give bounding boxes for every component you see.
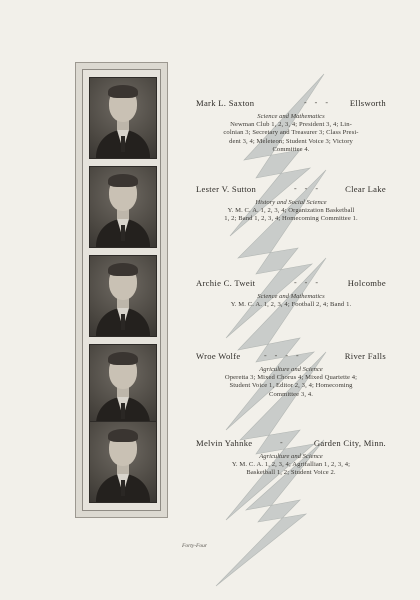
portrait-frame (75, 62, 168, 518)
student-activities (196, 301, 386, 309)
separator-dashes: - - - (304, 98, 331, 107)
student-entry (196, 98, 386, 155)
activity-line: Committee 4. (272, 146, 310, 154)
student-hometown: River Falls (344, 351, 386, 361)
student-name: Lester V. Sutton (196, 184, 257, 194)
student-entry (196, 438, 386, 478)
student-course: Science and Mathematics (257, 293, 325, 300)
portrait-photo-wolfe (89, 344, 157, 426)
activity-line: colnian 3; Secretary and Treasurer 3; Class Presi- (223, 129, 359, 137)
separator-dashes: - (280, 438, 286, 447)
portrait-photo-yahnke (89, 421, 157, 503)
page-number: Forty-Four (182, 543, 208, 549)
separator-dashes: - - - (294, 278, 321, 287)
student-name-line (196, 98, 386, 112)
student-name: Archie C. Tweit (196, 278, 256, 288)
activity-line: Y. M. C. A. 1, 2, 3, 4; Football 2, 4; Band 1. (230, 301, 352, 308)
student-course: Science and Mathematics (257, 113, 325, 120)
activity-line: Y. M. C. A. 1, 2, 3, 4; Agrifallian 1, 2, 3, 4; (231, 461, 351, 468)
student-hometown: Garden City, Minn. (313, 438, 386, 448)
activity-line: Basketball 1, 2; Student Voice 2. (246, 469, 336, 477)
activity-line: dent 3, 4; Meleteon; Student Voice 3; Victory (229, 137, 353, 145)
student-hometown: Ellsworth (349, 98, 386, 108)
activity-line: Newman Club 1, 2, 3, 4; President 3, 4; Lin- (230, 121, 352, 128)
student-name-line (196, 278, 386, 292)
student-name: Melvin Yahnke (196, 438, 253, 448)
activity-line: Student Voice 1, Editor 2, 3, 4; Homecoming (229, 382, 353, 390)
student-hometown: Holcombe (347, 278, 386, 288)
activity-line: Operetta 3; Mixed Chorus 4; Mixed Quartette 4; (224, 374, 358, 381)
student-course: Agriculture and Science (259, 366, 323, 373)
student-hometown: Clear Lake (345, 184, 386, 194)
student-name: Mark L. Saxton (196, 98, 255, 108)
activity-line: Y. M. C. A. 1, 2, 3, 4; Organization Basketball (227, 207, 355, 214)
student-entry (196, 278, 386, 309)
student-course: Agriculture and Science (259, 453, 323, 460)
student-name-line (196, 351, 386, 365)
separator-dashes: - - - (294, 184, 321, 193)
student-activities (196, 374, 386, 399)
student-course: History and Social Science (255, 199, 327, 206)
student-activities (196, 121, 386, 155)
activity-line: 1, 2; Band 1, 2, 3, 4; Homecoming Committee 1. (224, 215, 358, 223)
activity-line: Committee 3, 4. (269, 390, 313, 398)
portrait-photo-sutton (89, 166, 157, 248)
student-activities (196, 207, 386, 224)
student-name-line (196, 438, 386, 452)
portrait-photo-saxton (89, 77, 157, 159)
student-activities (196, 461, 386, 478)
student-name: Wroe Wolfe (196, 351, 241, 361)
portrait-photo-tweit (89, 255, 157, 337)
student-entry (196, 184, 386, 224)
student-name-line (196, 184, 386, 198)
separator-dashes: - - - - (264, 351, 302, 360)
student-entry (196, 351, 386, 399)
